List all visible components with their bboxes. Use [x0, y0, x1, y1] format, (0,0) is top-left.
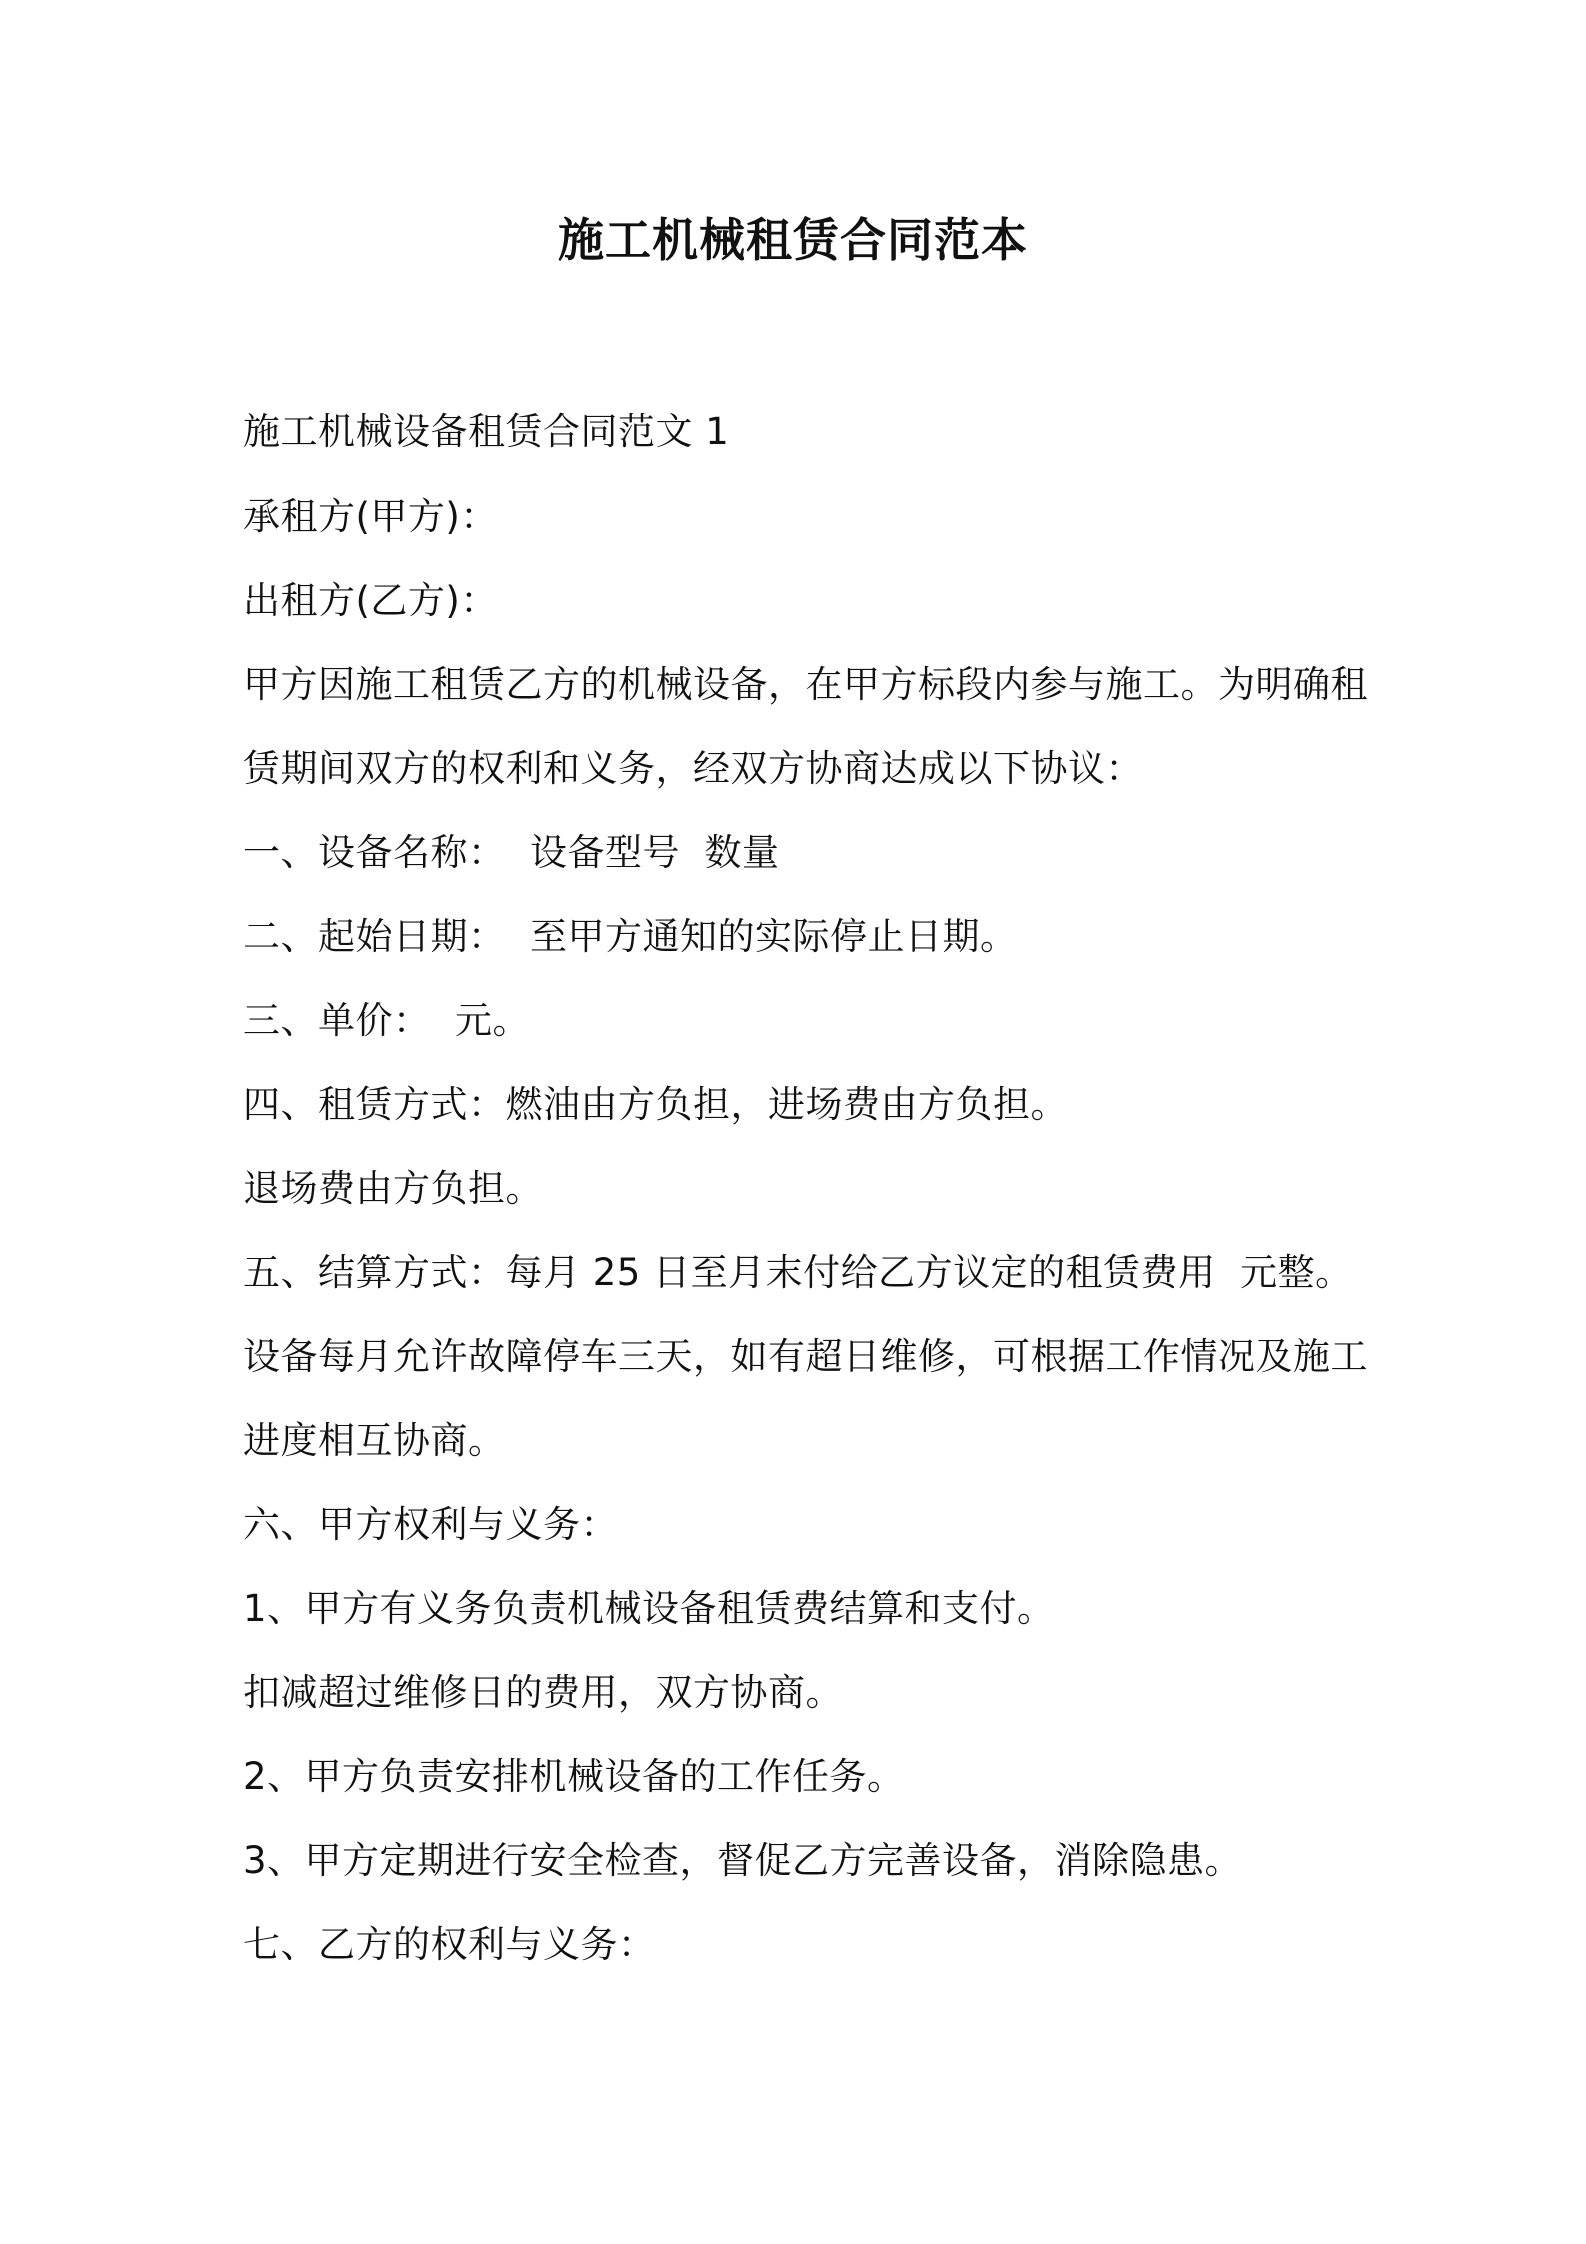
list-item: 3、甲方定期进行安全检查，督促乙方完善设备，消除隐患。: [243, 1839, 1243, 1882]
lessee-line: 承租方(甲方)：: [243, 495, 498, 538]
clause-line: 一、设备名称： 设备型号 数量: [243, 831, 780, 874]
paragraph-line: 扣减超过维修日的费用，双方协商。: [243, 1671, 843, 1714]
paragraph-line: 进度相互协商。: [243, 1419, 506, 1462]
subtitle-line: 施工机械设备租赁合同范文 1: [243, 410, 730, 453]
paragraph-line: 退场费由方负担。: [243, 1167, 543, 1210]
clause-line: 六、甲方权利与义务：: [243, 1503, 618, 1546]
clause-line: 四、租赁方式：燃油由方负担，进场费由方负担。: [243, 1083, 1068, 1126]
clause-line: 二、起始日期： 至甲方通知的实际停止日期。: [243, 915, 1018, 958]
lessor-line: 出租方(乙方)：: [243, 579, 498, 622]
clause-line: 七、乙方的权利与义务：: [243, 1923, 656, 1966]
list-item: 1、甲方有义务负责机械设备租赁费结算和支付。: [243, 1587, 1055, 1630]
paragraph-line: 甲方因施工租赁乙方的机械设备，在甲方标段内参与施工。为明确租: [243, 663, 1368, 706]
clause-line: 三、单价： 元。: [243, 999, 531, 1042]
clause-line: 五、结算方式：每月 25 日至月末付给乙方议定的租赁费用 元整。: [243, 1251, 1353, 1294]
paragraph-line: 赁期间双方的权利和义务，经双方协商达成以下协议：: [243, 747, 1143, 790]
paragraph-line: 设备每月允许故障停车三天，如有超日维修，可根据工作情况及施工: [243, 1335, 1368, 1378]
document-title: 施工机械租赁合同范本: [558, 213, 1028, 267]
list-item: 2、甲方负责安排机械设备的工作任务。: [243, 1755, 905, 1798]
